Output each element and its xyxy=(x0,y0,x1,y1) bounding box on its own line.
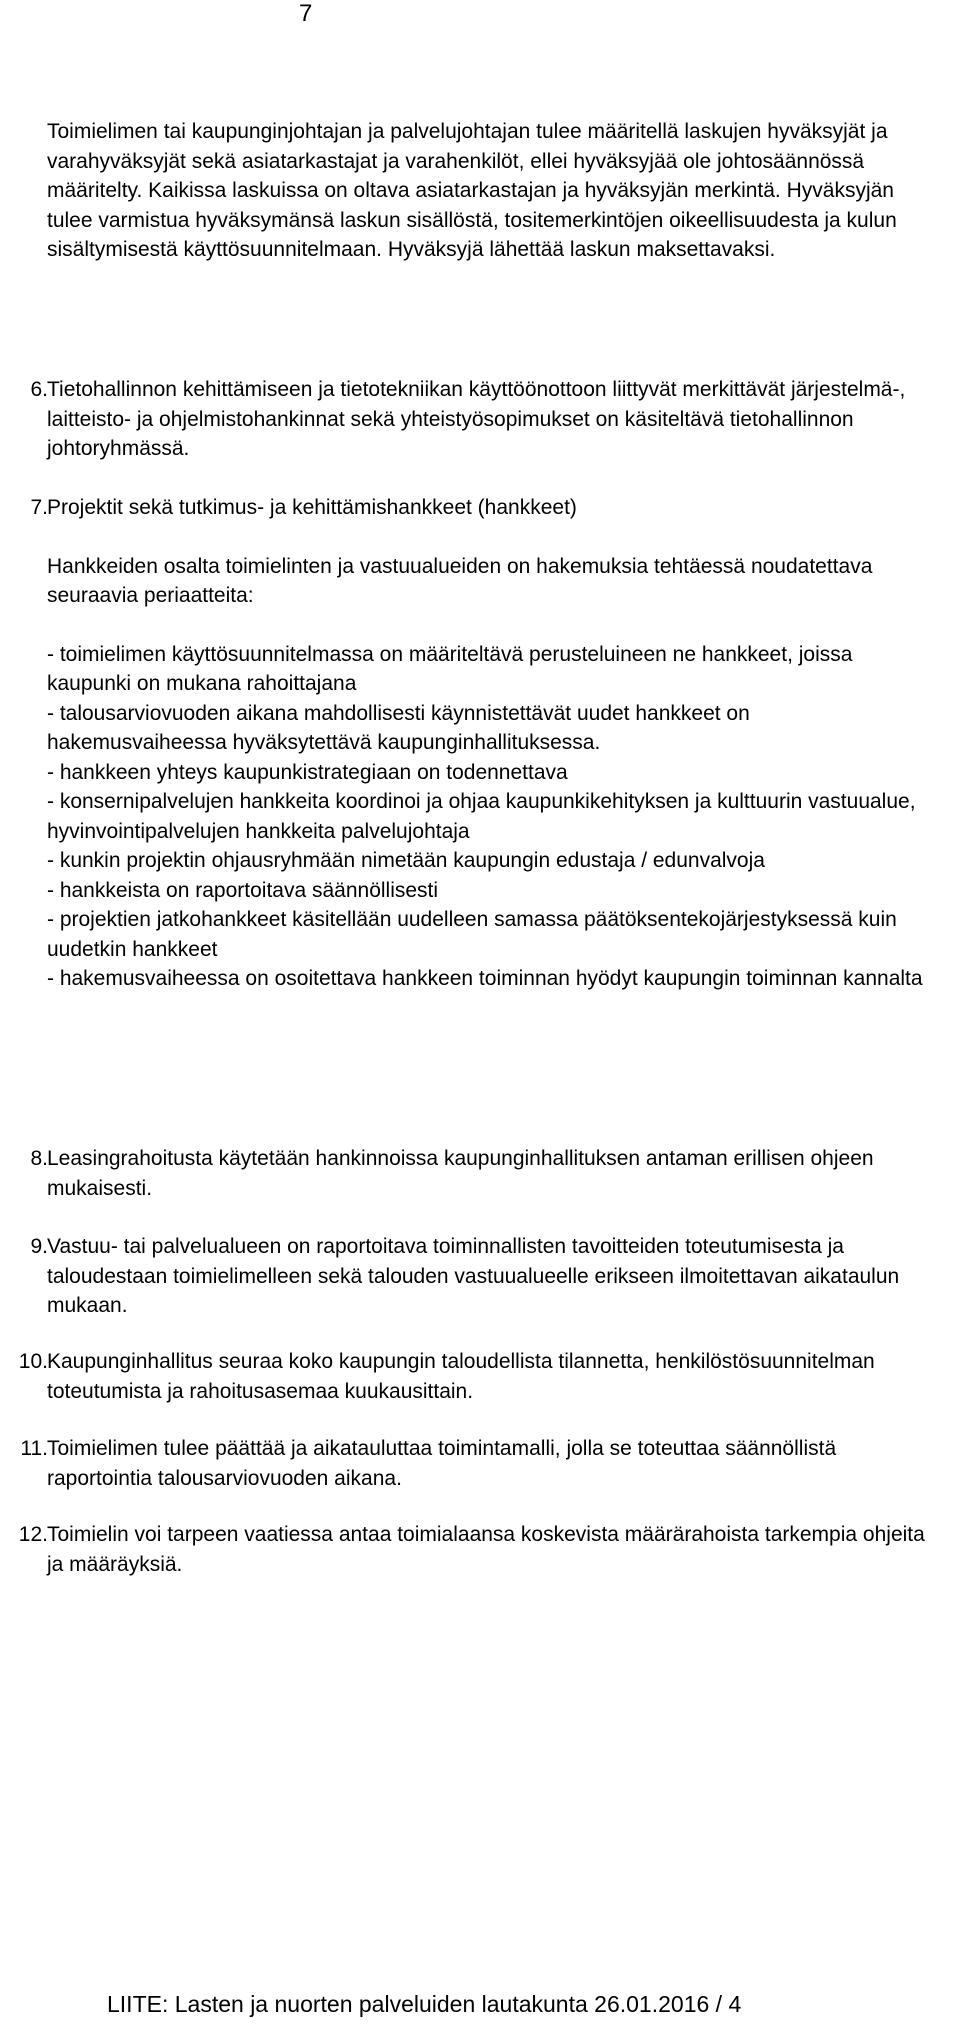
intro-paragraph: Toimielimen tai kaupunginjohtajan ja palvelujohtajan tulee määritellä laskujen hyväksyjät ja varahyväksyjät sekä asiatarkastajat ja varahenkilöt, ellei hyväksyjää ole johtosäännössä määritelty. Kaikissa laskuissa on oltava asiatarkastajan ja hyväksyjän merkintä. Hyväksyjän tulee varmistua hyväksymänsä laskun sisällöstä, tositemerkintöjen oikeellisuudesta ja kulun sisältymisestä käyttösuunnitelmaan. Hyväksyjä lähettää laskun maksettavaksi. xyxy=(47,120,897,261)
item-text: Toimielimen tulee päättää ja aikatauluttaa toimintamalli, jolla se toteuttaa säännöllistä raportointia talousarviovuoden aikana. xyxy=(47,1437,837,1490)
item-body xyxy=(47,1520,927,1579)
bullet-item: - kunkin projektin ohjausryhmään nimetään kaupungin edustaja / edunvalvoja xyxy=(47,849,765,872)
bullet-item: - konsernipalvelujen hankkeita koordinoi ja ohjaa kaupunkikehityksen ja kulttuurin vastuualue, hyvinvointipalvelujen hankkeita palvelujohtaja xyxy=(47,790,916,843)
bullet-item: - hankkeen yhteys kaupunkistrategiaan on todennettava xyxy=(47,760,568,784)
bullet-item: - hankkeista on raportoitava säännöllisesti xyxy=(47,878,439,902)
footer-text: LIITE: Lasten ja nuorten palveluiden lautakunta 26.01.2016 / 4 xyxy=(107,1991,742,2017)
item-number: 8. xyxy=(30,1147,48,1170)
bullet-item: - talousarviovuoden aikana mahdollisesti käynnistettävät uudet hankkeet on hakemusvaiheessa hyväksytettävä kaupunginhallituksessa. xyxy=(47,701,750,754)
item-heading: Projektit sekä tutkimus- ja kehittämishankkeet (hankkeet) xyxy=(47,496,577,519)
bullet-item: - hakemusvaiheessa on osoitettava hankkeen toiminnan hyödyt kaupungin toiminnan kannalta xyxy=(47,967,923,990)
item-text: Tietohallinnon kehittämiseen ja tietotekniikan käyttöönottoon liittyvät merkittävät järjestelmä-, laitteisto- ja ohjelmistohankinnat sekä yhteistyösopimukset on käsiteltävä tietohallinnon johtoryhmässä. xyxy=(47,378,906,460)
item-body xyxy=(47,493,927,994)
item-text: Kaupunginhallitus seuraa koko kaupungin taloudellista tilannetta, henkilöstösuunnitelman toteutumista ja rahoitusasemaa kuukausittain. xyxy=(47,1350,875,1403)
item-intro: Hankkeiden osalta toimielinten ja vastuualueiden on hakemuksia tehtäessä noudatettava seuraavia periaatteita: xyxy=(47,554,873,607)
item-number: 10. xyxy=(18,1350,48,1373)
item-text: Vastuu- tai palvelualueen on raportoitava toiminnallisten tavoitteiden toteutumisesta ja taloudestaan toimielimelleen sekä talouden vastuualueelle erikseen ilmoitettavan aikataulun mukaan. xyxy=(47,1235,900,1317)
item-body xyxy=(47,1434,927,1493)
item-text: Leasingrahoitusta käytetään hankinnoissa kaupunginhallituksen antaman erillisen ohjeen mukaisesti. xyxy=(47,1147,874,1200)
item-number: 11. xyxy=(20,1437,48,1460)
item-number: 7. xyxy=(30,496,48,519)
bullet-item: - toimielimen käyttösuunnitelmassa on määriteltävä perusteluineen ne hankkeet, joissa kaupunki on mukana rahoittajana xyxy=(47,642,853,695)
item-number: 6. xyxy=(30,378,48,401)
item-number: 12. xyxy=(18,1523,48,1546)
item-body xyxy=(47,1232,927,1321)
item-body xyxy=(47,375,927,464)
item-body xyxy=(47,1347,927,1406)
item-body xyxy=(47,1144,927,1203)
page-number: 7 xyxy=(299,0,313,27)
bullet-item: - projektien jatkohankkeet käsitellään uudelleen samassa päätöksentekojärjestyksessä kuin uudetkin hankkeet xyxy=(47,908,897,961)
item-text: Toimielin voi tarpeen vaatiessa antaa toimialaansa koskevista määrärahoista tarkempia ohjeita ja määräyksiä. xyxy=(47,1523,925,1576)
item-number: 9. xyxy=(30,1235,48,1258)
